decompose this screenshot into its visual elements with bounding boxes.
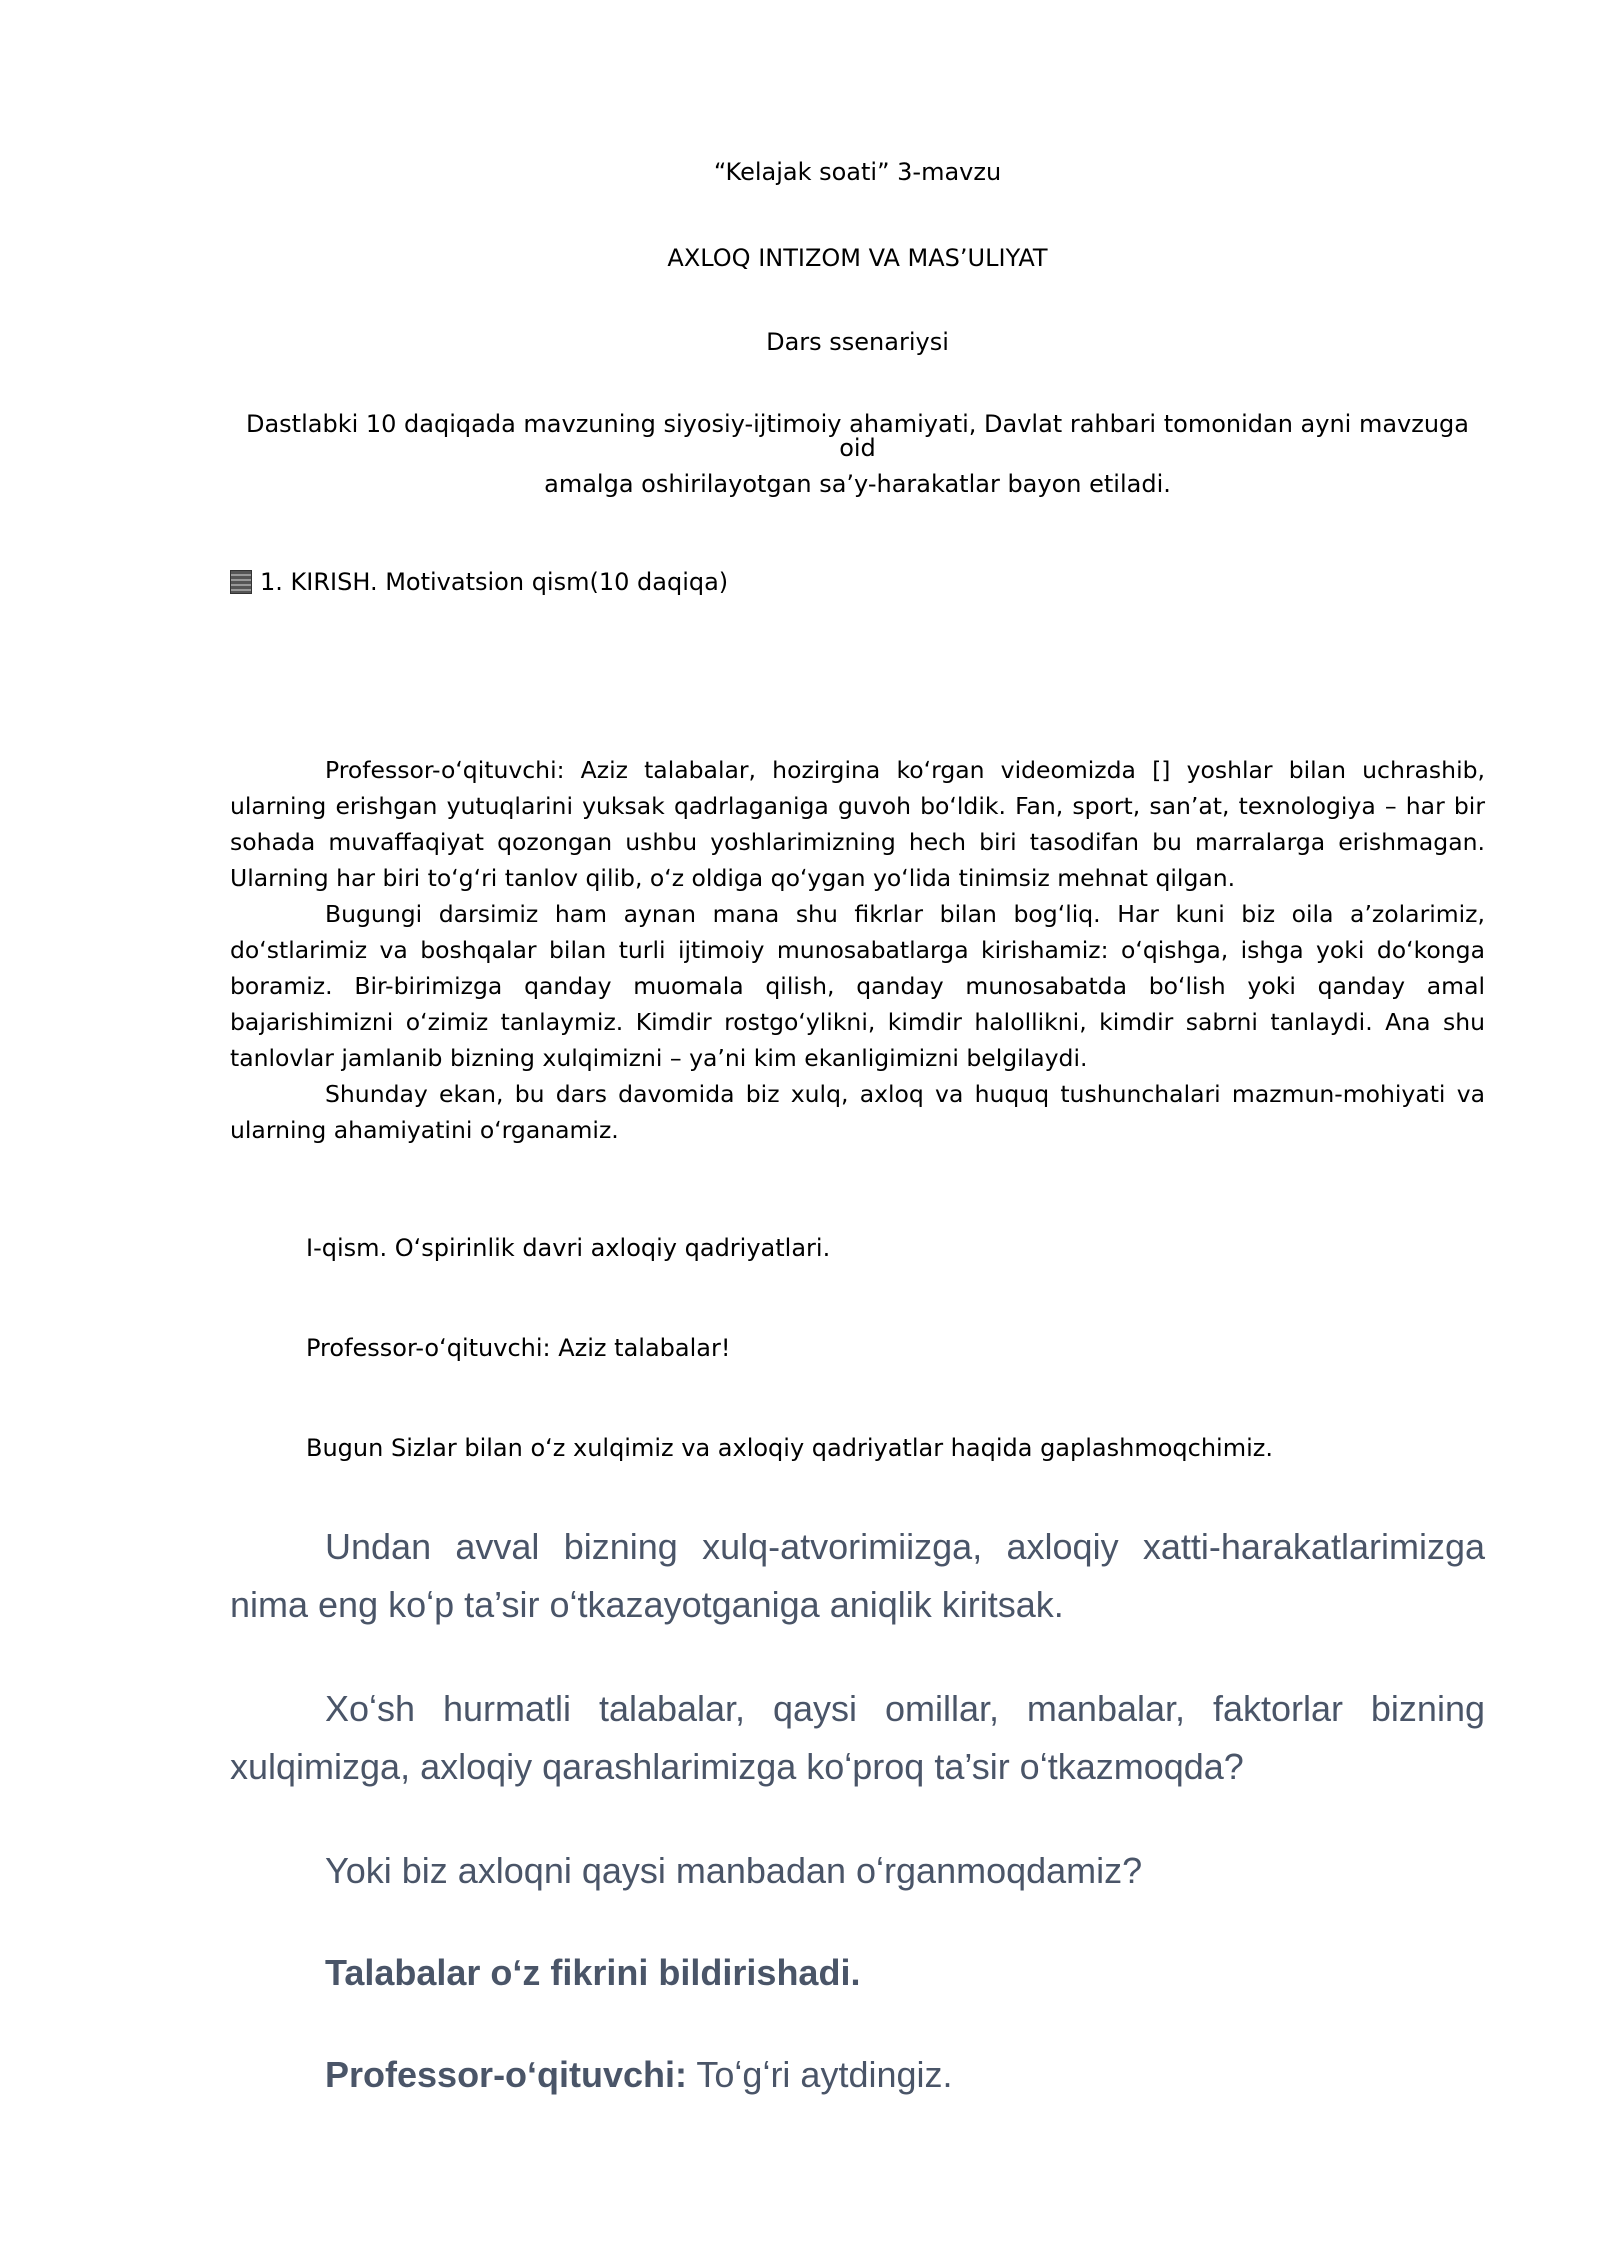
document-subtitle: Dars ssenariysi xyxy=(766,328,949,356)
large-paragraph-2-text: Xoʻsh hurmatli talabalar, qaysi omillar, manbalar, faktorlar bizning xulqimizga, axloqiy qarashlarimizga koʻproq ta’sir oʻtkazmoqda? xyxy=(230,1688,1485,1787)
section-1-heading xyxy=(230,570,728,594)
intro-line-2: amalga oshirilayotgan sa’y-harakatlar bayon etiladi. xyxy=(544,470,1171,498)
paragraph-2: Bugungi darsimiz ham aynan mana shu fikrlar bilan bogʻliq. Har kuni biz oila a’zolarimiz, doʻstlarimiz va boshqalar bilan turli ijtimoiy munosabatlarga kirishamiz: oʻqishga, ishga yoki doʻkonga boramiz. Bir-birimizga qanday muomala qilish, qanday munosabatda boʻlish yoki qanday amal bajarishimizni oʻzimiz tanlaymiz. Kimdir rostgoʻylikni, kimdir halollikni, kimdir sabrni tanlaydi. Ana shu tanlovlar jamlanib bizning xulqimizni – ya’ni kim ekanligimizni belgilaydi. xyxy=(230,900,1485,1072)
section-1-heading-text: 1. KIRISH. Motivatsion qism(10 daqiqa) xyxy=(260,568,729,596)
today-line: Bugun Sizlar bilan oʻz xulqimiz va axloqiy qadriyatlar haqida gaplashmoqchimiz. xyxy=(306,1434,1273,1462)
paragraph-1: Professor-oʻqituvchi: Aziz talabalar, hozirgina koʻrgan videomizda [] yoshlar bilan uchrashib, ularning erishgan yutuqlarini yuksak qadrlaganiga guvoh boʻldik. Fan, sport, san’at, texnologiya – har bir sohada muvaffaqiyat qozongan ushbu yoshlarimizning hech biri tasodifan bu marralarga erishmagan. Ularning har biri toʻgʻri tanlov qilib, oʻz oldiga qoʻygan yoʻlida tinimsiz mehnat qilgan. xyxy=(230,756,1485,892)
students-line xyxy=(230,1944,1485,2002)
teacher-greeting: Professor-oʻqituvchi: Aziz talabalar! xyxy=(306,1334,731,1362)
large-paragraph-1-text: Undan avval bizning xulq-atvorimiizga, axloqiy xatti-harakatlarimizga nima eng koʻp ta’sir oʻtkazayotganiga aniqlik kiritsak. xyxy=(230,1526,1485,1625)
intro-line-1: Dastlabki 10 daqiqada mavzuning siyosiy-ijtimoiy ahamiyati, Davlat rahbari tomonidan ayni mavzuga oid xyxy=(245,410,1469,462)
intro-paragraphs xyxy=(230,752,1485,1148)
large-paragraph-2 xyxy=(230,1680,1485,1796)
students-line-text: Talabalar oʻz fikrini bildirishadi. xyxy=(325,1952,861,1993)
part-1-heading: I-qism. Oʻspirinlik davri axloqiy qadriyatlari. xyxy=(306,1234,831,1262)
film-frames-icon xyxy=(230,570,252,594)
topic-line: “Kelajak soati” 3-mavzu xyxy=(713,158,1002,186)
large-paragraph-3 xyxy=(230,1842,1485,1900)
final-speaker: Professor-oʻqituvchi: xyxy=(325,2054,688,2095)
paragraph-3: Shunday ekan, bu dars davomida biz xulq, axloq va huquq tushunchalari mazmun-mohiyati va ularning ahamiyatini oʻrganamiz. xyxy=(230,1080,1485,1144)
final-text: Toʻgʻri aytdingiz. xyxy=(687,2054,953,2095)
document-title: AXLOQ INTIZOM VA MAS’ULIYAT xyxy=(667,244,1048,272)
large-paragraph-3-text: Yoki biz axloqni qaysi manbadan oʻrganmoqdamiz? xyxy=(325,1850,1143,1891)
large-paragraph-1 xyxy=(230,1518,1485,1634)
final-line xyxy=(230,2046,1485,2104)
